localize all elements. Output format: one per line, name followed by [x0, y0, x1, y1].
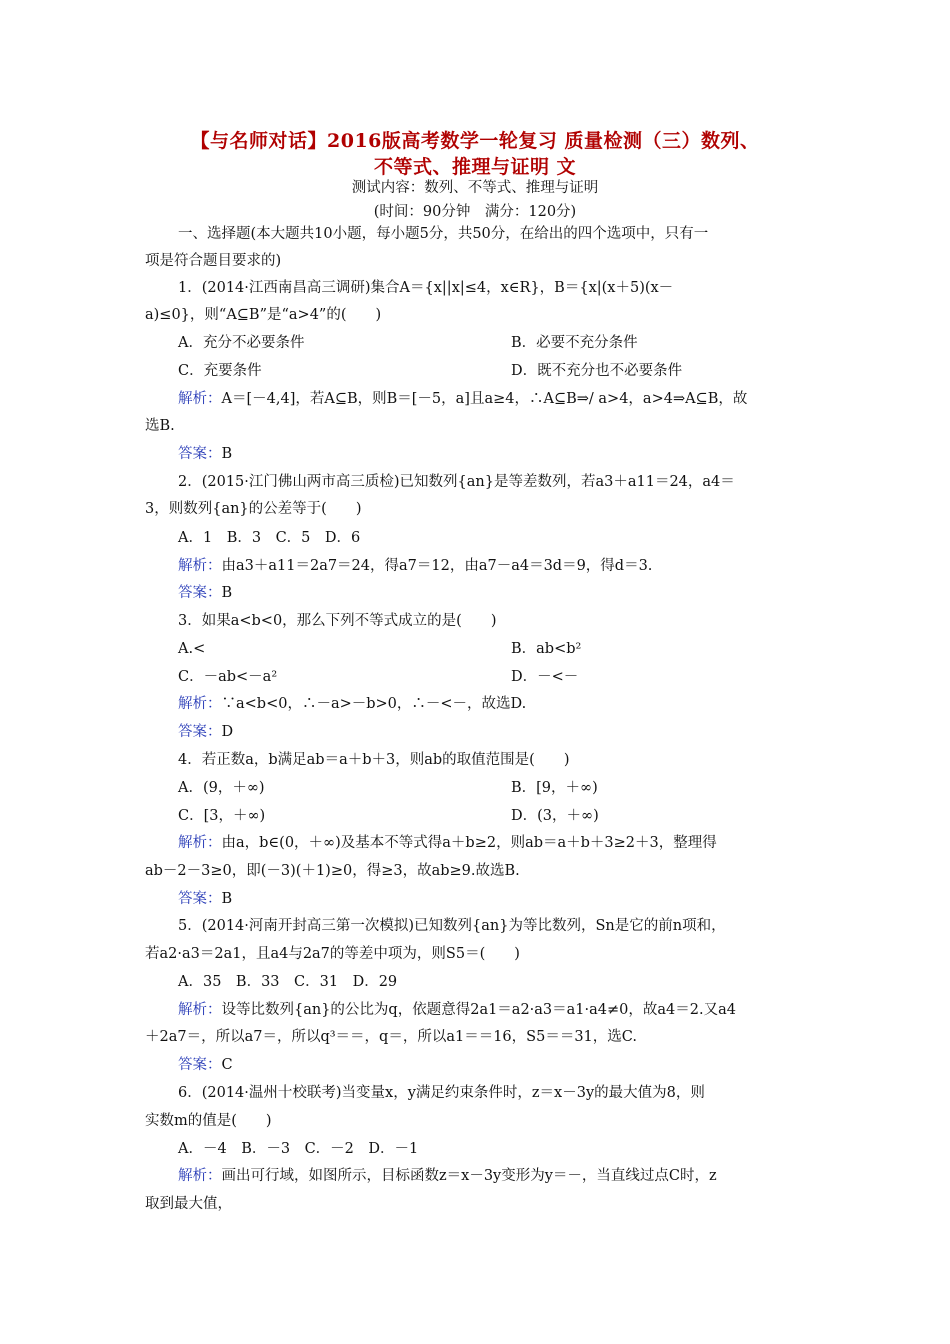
q3-option-c: C．－ab<－a²	[178, 669, 278, 685]
q6-solution-line2: 取到最大值，	[145, 1196, 232, 1212]
q4-option-c: C．[3，＋∞)	[178, 808, 266, 824]
q2-options: A．1 B．3 C．5 D．6	[178, 530, 361, 546]
answer-label: 答案：	[178, 891, 222, 907]
answer-label: 答案：	[178, 1057, 222, 1073]
q6-solution-line1	[178, 1166, 717, 1186]
q4-option-a: A．(9，＋∞)	[178, 780, 265, 796]
q1-option-c: C．充要条件	[178, 363, 262, 379]
q3-stem-line1: 3．如果a<b<0，那么下列不等式成立的是( )	[178, 613, 497, 629]
solution-label: 解析：	[178, 558, 222, 574]
q2-solution-line1	[178, 556, 652, 576]
answer-label: 答案：	[178, 724, 222, 740]
q1-option-d: D．既不充分也不必要条件	[511, 363, 683, 379]
section-intro-line2: 项是符合题目要求的)	[145, 253, 282, 269]
solution-label: 解析：	[178, 1168, 222, 1184]
q1-option-a: A．充分不必要条件	[178, 335, 305, 351]
q4-option-d: D．(3，＋∞)	[511, 808, 599, 824]
q5-stem-line2: 若a2·a3＝2a1，且a4与2a7的等差中项为，则S5＝( )	[145, 946, 520, 962]
q1-answer	[178, 444, 232, 464]
solution-text: 画出可行域，如图所示，目标函数z＝x－3y变形为y＝－，当直线过点C时，z	[221, 1168, 717, 1184]
q2-stem-line2: 3，则数列{an}的公差等于( )	[145, 501, 362, 517]
document-title-line2: 不等式、推理与证明 文	[373, 156, 577, 178]
answer-value: B	[221, 585, 233, 601]
q1-solution-line2: 选B.	[145, 418, 175, 434]
q4-answer	[178, 889, 232, 909]
answer-value: B	[221, 891, 233, 907]
solution-label: 解析：	[178, 835, 222, 851]
q6-stem-line1: 6．(2014·温州十校联考)当变量x，y满足约束条件时，z＝x－3y的最大值为8，则	[178, 1085, 705, 1101]
q4-solution-line1	[178, 833, 717, 853]
q3-option-d: D．－<－	[511, 669, 579, 685]
q5-answer	[178, 1055, 233, 1075]
solution-label: 解析：	[178, 1002, 222, 1018]
q5-solution-line2: ＋2a7＝，所以a7＝，所以q³＝＝，q＝，所以a1＝＝16，S5＝＝31，选C.	[145, 1029, 637, 1045]
q1-stem-line1: 1．(2014·江西南昌高三调研)集合A＝{x||x|≤4，x∈R}，B＝{x|(x＋5)(x－	[178, 280, 674, 296]
answer-value: B	[221, 446, 233, 462]
q5-options: A．35 B．33 C．31 D．29	[178, 974, 398, 990]
solution-label: 解析：	[178, 696, 222, 712]
answer-value: D	[221, 724, 234, 740]
solution-text: 由a3＋a11＝2a7＝24，得a7＝12，由a7－a4＝3d＝9，得d＝3.	[221, 558, 653, 574]
solution-text: 设等比数列{an}的公比为q，依题意得2a1＝a2·a3＝a1·a4≠0，故a4＝2.又a4	[221, 1002, 736, 1018]
answer-label: 答案：	[178, 446, 222, 462]
q6-stem-line2: 实数m的值是( )	[145, 1113, 272, 1129]
solution-label: 解析：	[178, 391, 222, 407]
q2-stem-line1: 2．(2015·江门佛山两市高三质检)已知数列{an}是等差数列，若a3＋a11＝24，a4＝	[178, 474, 735, 490]
q3-option-b: B．ab<b²	[511, 641, 582, 657]
q4-stem-line1: 4．若正数a，b满足ab＝a＋b＋3，则ab的取值范围是( )	[178, 752, 570, 768]
q1-solution-line1	[178, 389, 747, 409]
solution-text: 由a，b∈(0，＋∞)及基本不等式得a＋b≥2，则ab＝a＋b＋3≥2＋3，整理得	[221, 835, 717, 851]
q2-answer	[178, 583, 232, 603]
test-content-line: 测试内容：数列、不等式、推理与证明	[351, 180, 599, 196]
answer-value: C	[221, 1057, 233, 1073]
q1-stem-line2: a)≤0}，则“A⊆B”是“a>4”的( )	[145, 307, 382, 323]
q3-option-a: A.<	[178, 641, 206, 657]
solution-text: A＝[－4,4]，若A⊆B，则B＝[－5，a]且a≥4，∴A⊆B⇒/ a>4，a>4⇒A⊆B，故	[221, 391, 748, 407]
q5-solution-line1	[178, 1000, 736, 1020]
answer-label: 答案：	[178, 585, 222, 601]
q4-option-b: B．[9，＋∞)	[511, 780, 598, 796]
solution-text: ∵a<b<0，∴－a>－b>0，∴－<－，故选D.	[221, 696, 527, 712]
q6-options: A．－4 B．－3 C．－2 D．－1	[178, 1141, 419, 1157]
section-intro-line1: 一、选择题(本大题共10小题，每小题5分，共50分，在给出的四个选项中，只有一	[178, 226, 709, 242]
q5-stem-line1: 5．(2014·河南开封高三第一次模拟)已知数列{an}为等比数列，Sn是它的前n项和，	[178, 918, 726, 934]
q3-answer	[178, 722, 233, 742]
q4-solution-line2: ab－2－3≥0，即(－3)(＋1)≥0，得≥3，故ab≥9.故选B.	[145, 863, 520, 879]
q3-solution-line1	[178, 694, 526, 714]
document-title-line1: 【与名师对话】2016版高考数学一轮复习 质量检测（三）数列、	[190, 130, 760, 152]
time-score-line: (时间：90分钟 满分：120分)	[373, 204, 577, 220]
q1-option-b: B．必要不充分条件	[511, 335, 638, 351]
